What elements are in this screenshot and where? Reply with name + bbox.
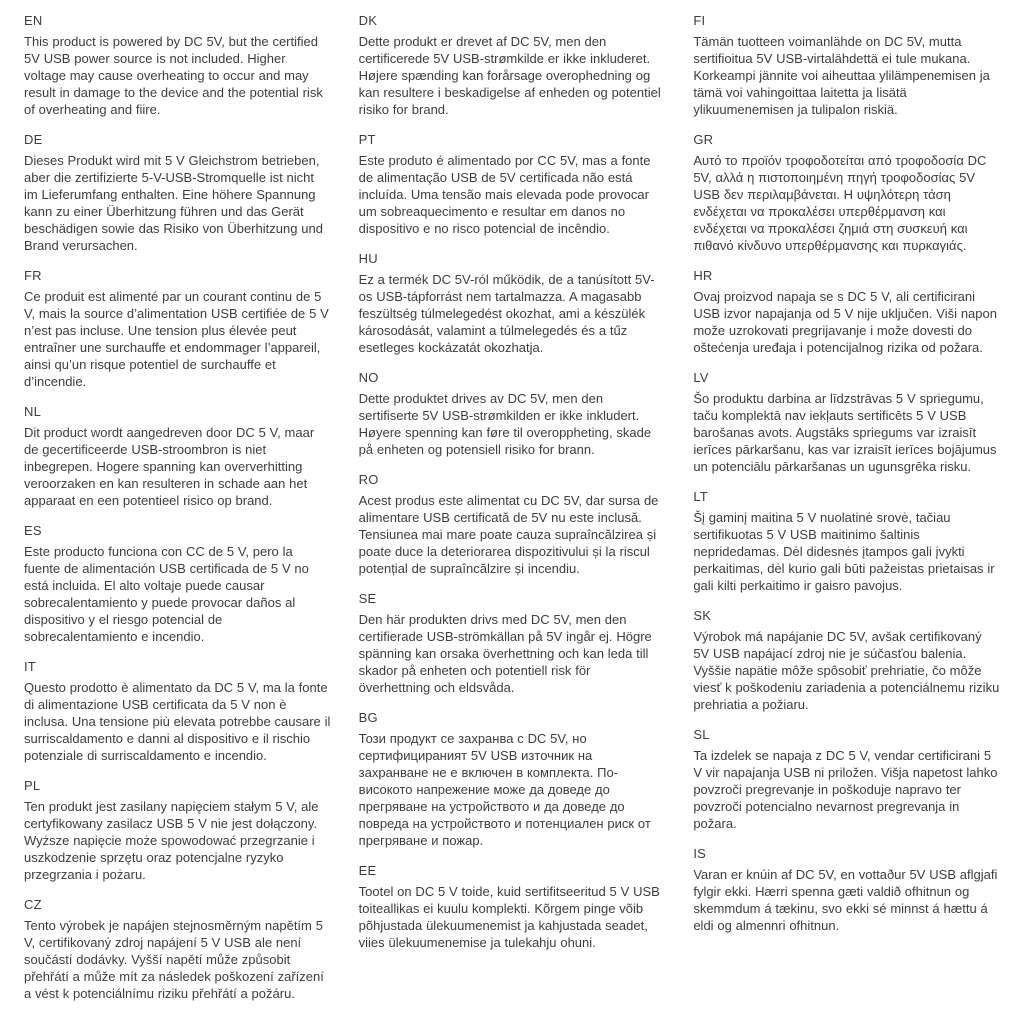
lang-code-bg: BG: [358, 710, 378, 725]
notice-text-bg: Този продукт се захранва с DC 5V, но сертифицираният 5V USB източник на захранване не е включен в комплекта. По-високото напрежение може да доведе до прегряване на устройството и да доведе до повреда на устройството и потенциален риск от прегряване и пожар.: [358, 731, 651, 848]
section-fi: [693, 12, 1000, 118]
notice-text-sk: Výrobok má napájanie DC 5V, avšak certifikovaný 5V USB napájací zdroj nie je súčasťou balenia. Vyššie napätie môže spôsobiť prehriatie, čo môže viesť k poškodeniu zariadenia a potenciálnemu riziku prehriatia a požiaru.: [693, 629, 1000, 712]
lang-code-hu: HU: [358, 251, 378, 266]
lang-code-pt: PT: [358, 132, 376, 147]
notice-text-no: Dette produktet drives av DC 5V, men den sertifiserte 5V USB-strømkilden er ikke inkludert. Høyere spenning kan føre til overoppheting, skade på enheten og potensiell risiko for brann.: [358, 391, 652, 457]
lang-code-lv: LV: [693, 370, 709, 385]
notice-text-dk: Dette produkt er drevet af DC 5V, men den certificerede 5V USB-strømkilde er ikke inkluderet. Højere spænding kan forårsage overophedning og kan resultere i beskadigelse af enheden og potentiel risiko for brand.: [358, 34, 661, 117]
lang-code-is: IS: [693, 846, 707, 861]
section-hr: [693, 267, 1000, 356]
column-1: [24, 12, 331, 1015]
notice-text-en: This product is powered by DC 5V, but the certified 5V USB power source is not included. Higher voltage may cause overheating to occur and may result in damage to the device and the potential risk of overheating and fiire.: [24, 34, 323, 117]
notice-text-hr: Ovaj proizvod napaja se s DC 5 V, ali certificirani USB izvor napajanja od 5 V nije uključen. Viši napon može uzrokovati pregrijavanje i može dovesti do oštećenja uređaja i potencijalnog rizika od požara.: [693, 289, 997, 355]
notice-text-lv: Šo produktu darbina ar līdzstrāvas 5 V spriegumu, taču komplektā nav iekļauts sertificēts 5 V USB barošanas avots. Augstāks spriegums var izraisīt ierīces pārkaršanu, kas var izraisīt ierīces bojājumus un potenciālu pārkaršanas un ugunsgrēka risku.: [693, 391, 997, 474]
lang-code-dk: DK: [358, 13, 378, 28]
lang-code-ro: RO: [358, 472, 379, 487]
lang-code-sl: SL: [693, 727, 710, 742]
section-bg: [359, 709, 666, 849]
section-ee: [359, 862, 666, 951]
lang-code-gr: GR: [693, 132, 714, 147]
section-no: [359, 369, 666, 458]
section-sl: [693, 726, 1000, 832]
notice-text-de: Dieses Produkt wird mit 5 V Gleichstrom betrieben, aber die zertifizierte 5-V-USB-Stromquelle ist nicht im Lieferumfang enthalten. Eine höhere Spannung kann zu einer Überhitzung führen und das Gerät beschädigen sowie das Risiko von Überhitzung und Brand verursachen.: [24, 153, 323, 253]
lang-code-nl: NL: [24, 404, 42, 419]
section-de: [24, 131, 331, 254]
lang-code-es: ES: [24, 523, 42, 538]
notice-text-it: Questo prodotto è alimentato da DC 5 V, ma la fonte di alimentazione USB certificata da 5 V non è inclusa. Una tensione più elevata potrebbe causare il surriscaldamento e danni al dispositivo e il rischio potenziale di surriscaldamento e incendio.: [24, 680, 331, 763]
section-hu: [359, 250, 666, 356]
notice-text-es: Este producto funciona con CC de 5 V, pero la fuente de alimentación USB certificada de 5 V no está incluida. El alto voltaje puede causar sobrecalentamiento y puede provocar daños al dispositivo y el riesgo potencial de sobrecalentamiento e incendio.: [24, 544, 309, 644]
lang-code-fr: FR: [24, 268, 42, 283]
lang-code-de: DE: [24, 132, 43, 147]
section-pl: [24, 777, 331, 883]
section-en: [24, 12, 331, 118]
notice-text-sl: Ta izdelek se napaja z DC 5 V, vendar certificirani 5 V vir napajanja USB ni priložen. Višja napetost lahko povzroči pregrevanje in poškoduje napravo ter povzroči potencialno nevarnost pregrevanja in požara.: [693, 748, 998, 831]
notice-text-se: Den här produkten drivs med DC 5V, men den certifierade USB-strömkällan på 5V ingår ej. Högre spänning kan orsaka överhettning och kan leda till skador på enheten och potentiell risk för överhettning och eldsvåda.: [358, 612, 652, 695]
lang-code-cz: CZ: [24, 897, 42, 912]
section-es: [24, 522, 331, 645]
section-ro: [359, 471, 666, 577]
section-sk: [693, 607, 1000, 713]
lang-code-no: NO: [358, 370, 379, 385]
lang-code-en: EN: [24, 13, 43, 28]
notice-text-fi: Tämän tuotteen voimanlähde on DC 5V, mutta sertifioitua 5V USB-virtalähdettä ei tule mukana. Korkeampi jännite voi aiheuttaa ylilämpenemisen ja tämä voi vahingoittaa laitetta ja lisätä ylikuumenemisen ja tulipalon riskiä.: [693, 34, 990, 117]
notice-text-gr: Αυτό το προϊόν τροφοδοτείται από τροφοδοσία DC 5V, αλλά η πιστοποιημένη πηγή τροφοδοσίας 5V USB δεν περιλαμβάνεται. Η υψηλότερη τάση ενδέχεται να προκαλέσει υπερθέρμανση και ενδέχεται να προκαλέσει ζημιά στη συσκευή και πιθανό κίνδυνο υπερθέρμανσης και πυρκαγιάς.: [693, 153, 987, 253]
notice-text-hu: Ez a termék DC 5V-ról működik, de a tanúsított 5V-os USB-tápforrást nem tartalmazza. A magasabb feszültség túlmelegedést okozhat, ami a készülék károsodását, valamint a túlmelegedés és a tűz esetleges kockázatát okozhatja.: [358, 272, 655, 355]
notice-text-is: Varan er knúin af DC 5V, en vottaður 5V USB aflgjafi fylgir ekki. Hærri spenna gæti valdið ofhitnun og skemmdum á tækinu, svo ekki sé minnst á hættu á eldi og almennri ofhitnun.: [693, 867, 998, 933]
section-cz: [24, 896, 331, 1002]
notice-text-ro: Acest produs este alimentat cu DC 5V, dar sursa de alimentare USB certificată de 5V nu este inclusă. Tensiunea mai mare poate cauza supraîncălzirea și poate duce la deteriorarea dispozitivului și la riscul potențial de supraîncălzire și incendiu.: [358, 493, 659, 576]
section-dk: [359, 12, 666, 118]
lang-code-ee: EE: [358, 863, 377, 878]
lang-code-se: SE: [358, 591, 377, 606]
notice-text-cz: Tento výrobek je napájen stejnosměrným napětím 5 V, certifikovaný zdroj napájení 5 V USB ale není součástí dodávky. Vyšší napětí může způsobit přehřátí a může mít za následek poškození zařízení a vést k potenciálnímu riziku přehřátí a požáru.: [24, 918, 324, 1001]
section-nl: [24, 403, 331, 509]
lang-code-pl: PL: [24, 778, 41, 793]
column-3: [693, 12, 1000, 1015]
lang-code-sk: SK: [693, 608, 712, 623]
section-fr: [24, 267, 331, 390]
language-columns: [24, 12, 1000, 1015]
section-pt: [359, 131, 666, 237]
section-is: [693, 845, 1000, 934]
section-it: [24, 658, 331, 764]
lang-code-fi: FI: [693, 13, 706, 28]
notice-text-lt: Šį gaminį maitina 5 V nuolatinė srovė, tačiau sertifikuotas 5 V USB maitinimo šaltinis nepridedamas. Dėl didesnės įtampos gali įvykti perkaitimas, dėl kurio gali būti pažeistas prietaisas ir gali kilti perkaitimo ir gaisro pavojus.: [693, 510, 995, 593]
notice-text-pl: Ten produkt jest zasilany napięciem stałym 5 V, ale certyfikowany zasilacz USB 5 V nie jest dołączony. Wyższe napięcie może spowodować przegrzanie i uszkodzenie sprzętu oraz potencjalne ryzyko przegrzania i pożaru.: [24, 799, 319, 882]
notice-text-nl: Dit product wordt aangedreven door DC 5 V, maar de gecertificeerde USB-stroombron is niet inbegrepen. Hogere spanning kan oververhitting veroorzaken en kan resulteren in schade aan het apparaat en een potentieel risico op brand.: [24, 425, 315, 508]
notice-text-fr: Ce produit est alimenté par un courant continu de 5 V, mais la source d’alimentation USB certifiée de 5 V n’est pas incluse. Une tension plus élevée peut entraîner une surchauffe et endommager l’appareil, ainsi qu’un risque potentiel de surchauffe et d’incendie.: [24, 289, 329, 389]
column-2: [359, 12, 666, 1015]
section-lt: [693, 488, 1000, 594]
notice-text-pt: Este produto é alimentado por CC 5V, mas a fonte de alimentação USB de 5V certificada não está incluída. Uma tensão mais elevada pode provocar um sobreaquecimento e resultar em danos no dispositivo e no risco potencial de incêndio.: [358, 153, 651, 236]
section-gr: [693, 131, 1000, 254]
notice-text-ee: Tootel on DC 5 V toide, kuid sertifitseeritud 5 V USB toiteallikas ei kuulu komplekti. Kõrgem pinge võib põhjustada ülekuumenemist ja kahjustada seadet, viies ülekuumenemise ja tulekahju ohuni.: [358, 884, 660, 950]
lang-code-hr: HR: [693, 268, 713, 283]
lang-code-lt: LT: [693, 489, 708, 504]
lang-code-it: IT: [24, 659, 36, 674]
section-lv: [693, 369, 1000, 475]
section-se: [359, 590, 666, 696]
